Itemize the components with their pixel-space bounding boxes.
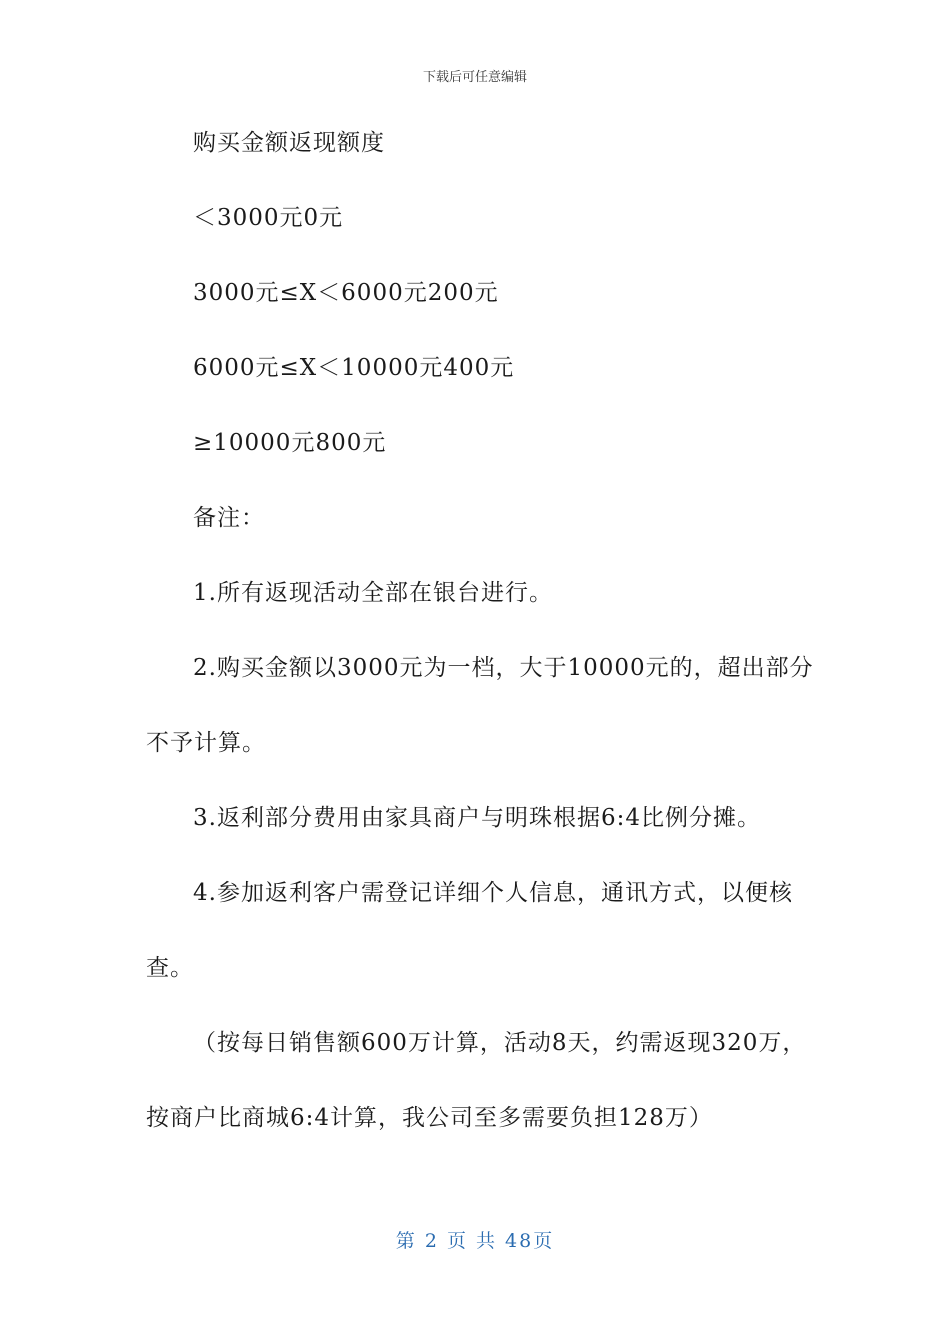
note-item-continuation: 不予计算。: [146, 730, 266, 756]
document-body: [146, 124, 814, 1174]
note-item: 3.返利部分费用由家具商户与明珠根据6:4比例分摊。: [193, 805, 761, 831]
notes-heading: 备注：: [193, 505, 265, 531]
note-item: 2.购买金额以3000元为一档，大于10000元的，超出部分: [193, 655, 814, 681]
paragraph-line: （按每日销售额600万计算，活动8天，约需返现320万，: [193, 1030, 807, 1056]
paragraph-line: 6000元≤X＜10000元400元: [193, 355, 515, 381]
paragraph-line: 按商户比商城6:4计算，我公司至多需要负担128万）: [146, 1105, 713, 1131]
paragraph-line: 3000元≤X＜6000元200元: [193, 280, 499, 306]
page-header: 下载后可任意编辑: [422, 70, 527, 85]
note-item-continuation: 查。: [146, 955, 194, 981]
paragraph-line: ≥10000元800元: [193, 430, 387, 456]
paragraph-line: ＜3000元0元: [193, 205, 344, 231]
paragraph-line: 购买金额返现额度: [193, 130, 385, 156]
note-item: 4.参加返利客户需登记详细个人信息，通讯方式，以便核: [193, 880, 793, 906]
page-footer: 第 2 页 共 48页: [395, 1230, 555, 1252]
note-item: 1.所有返现活动全部在银台进行。: [193, 580, 553, 606]
